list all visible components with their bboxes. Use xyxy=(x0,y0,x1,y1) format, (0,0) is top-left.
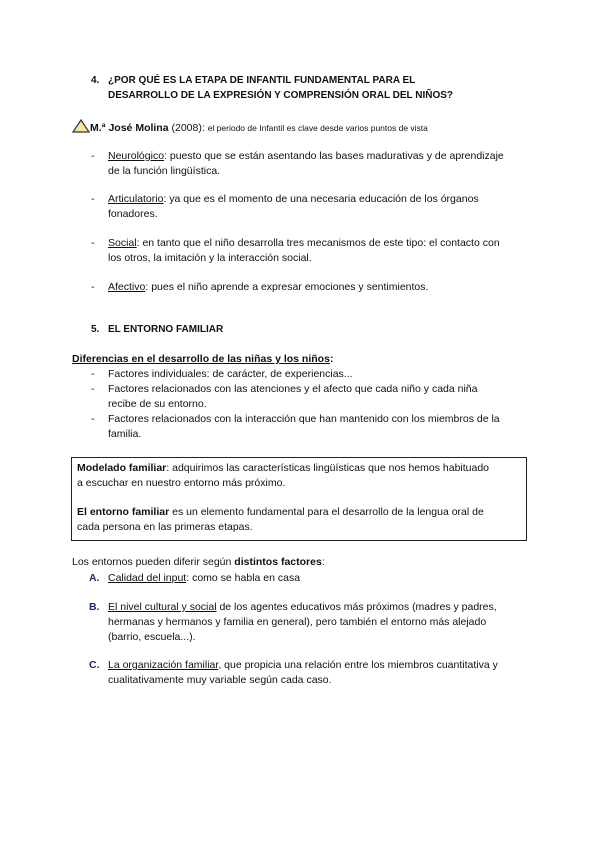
author-note: el periodo de Infantil es clave desde varios puntos de vista xyxy=(207,123,428,133)
intro-bold: distintos factores xyxy=(234,556,322,568)
bullet-text: : en tanto que el niño desarrolla tres mecanismos de este tipo: el contacto con xyxy=(136,237,500,249)
author-line xyxy=(90,121,428,136)
bullet-term: Neurológico xyxy=(108,150,165,162)
author-name: M.ª José Molina xyxy=(90,122,169,134)
bullet-text-cont: los otros, la imitación y la interacción social. xyxy=(108,252,312,264)
lettered-text-cont: cualitativamente muy variable según cada caso. xyxy=(108,674,332,686)
lettered-text-cont2: (barrio, escuela...). xyxy=(108,631,196,643)
modelado-text-cont: a escuchar en nuestro entorno más próximo. xyxy=(77,477,286,489)
entorno-text-cont: cada persona en las primeras etapas. xyxy=(77,521,253,533)
entorno-familiar-paragraph xyxy=(77,505,522,535)
bullet-text: : puesto que se están asentando las bases madurativas y de aprendizaje xyxy=(164,150,504,162)
lettered-term: La organización familiar xyxy=(108,659,219,671)
differences-heading-colon: : xyxy=(329,353,334,365)
bullet-term: Social xyxy=(108,237,137,249)
factor-text: Factores relacionados con las atenciones y el afecto que cada niño y cada niña xyxy=(108,383,478,395)
lettered-text-cont: hermanas y hermanos y familia en general), pero también el entorno más alejado xyxy=(108,616,487,628)
bullet-text-cont: fonadores. xyxy=(108,208,158,220)
bullet-text: : pues el niño aprende a expresar emociones y sentimientos. xyxy=(145,281,429,293)
modelado-familiar-term: Modelado familiar xyxy=(77,462,167,474)
entorno-text: es un elemento fundamental para el desarrollo de la lengua oral de xyxy=(169,506,484,518)
author-year: (2008): xyxy=(171,122,205,134)
factor-item xyxy=(108,382,533,412)
section5-title: EL ENTORNO FAMILIAR xyxy=(108,324,224,335)
factor-item xyxy=(108,367,533,382)
letter-c: C. xyxy=(89,659,100,671)
warning-icon xyxy=(72,119,90,133)
bullet-term: Articulatorio xyxy=(108,193,164,205)
definitions-box xyxy=(71,457,527,541)
factors-intro xyxy=(72,555,325,570)
bullet-dash: - xyxy=(91,237,95,249)
bullet-social xyxy=(108,236,533,266)
lettered-text: de los agentes educativos más próximos (madres y padres, xyxy=(216,601,497,613)
lettered-item-b xyxy=(108,600,533,645)
bullet-neurologico xyxy=(108,149,533,179)
intro-text: Los entornos pueden diferir según xyxy=(72,556,235,568)
lettered-term: El nivel cultural y social xyxy=(108,601,217,613)
differences-heading xyxy=(72,352,333,367)
bullet-dash: - xyxy=(91,193,95,205)
lettered-item-c xyxy=(108,658,533,688)
factor-text: Factores individuales: de carácter, de experiencias... xyxy=(108,368,353,380)
section4-number: 4. xyxy=(91,75,100,86)
lettered-term: Calidad del input xyxy=(108,572,187,584)
factor-item xyxy=(108,412,533,442)
bullet-text-cont: de la función lingüística. xyxy=(108,165,221,177)
differences-heading-text: Diferencias en el desarrollo de las niñas y los niños xyxy=(72,353,330,365)
letter-a: A. xyxy=(89,572,100,584)
bullet-dash: - xyxy=(91,150,95,162)
modelado-text: : adquirimos las características lingüísticas que nos hemos habituado xyxy=(166,462,490,474)
section5-number: 5. xyxy=(91,324,100,335)
bullet-text: : ya que es el momento de una necesaria educación de los órganos xyxy=(163,193,479,205)
bullet-afectivo xyxy=(108,280,533,295)
factor-text-cont: recibe de su entorno. xyxy=(108,398,207,410)
lettered-text: , que propicia una relación entre los miembros cuantitativa y xyxy=(218,659,498,671)
factor-dash: - xyxy=(91,383,95,395)
factor-dash: - xyxy=(91,413,95,425)
bullet-term: Afectivo xyxy=(108,281,146,293)
factor-text-cont: familia. xyxy=(108,428,142,440)
section4-title-line2: DESARROLLO DE LA EXPRESIÓN Y COMPRENSIÓN ORAL DEL NIÑOS? xyxy=(108,90,454,101)
letter-b: B. xyxy=(89,601,100,613)
intro-colon: : xyxy=(321,556,325,568)
factor-text: Factores relacionados con la interacción que han mantenido con los miembros de la xyxy=(108,413,500,425)
factor-dash: - xyxy=(91,368,95,380)
bullet-articulatorio xyxy=(108,192,533,222)
bullet-dash: - xyxy=(91,281,95,293)
modelado-familiar-paragraph xyxy=(77,461,522,491)
lettered-item-a xyxy=(108,571,533,586)
section4-title-line1: ¿POR QUÉ ES LA ETAPA DE INFANTIL FUNDAMENTAL PARA EL xyxy=(108,75,416,86)
entorno-familiar-term: El entorno familiar xyxy=(77,506,170,518)
lettered-text: : como se habla en casa xyxy=(186,572,301,584)
